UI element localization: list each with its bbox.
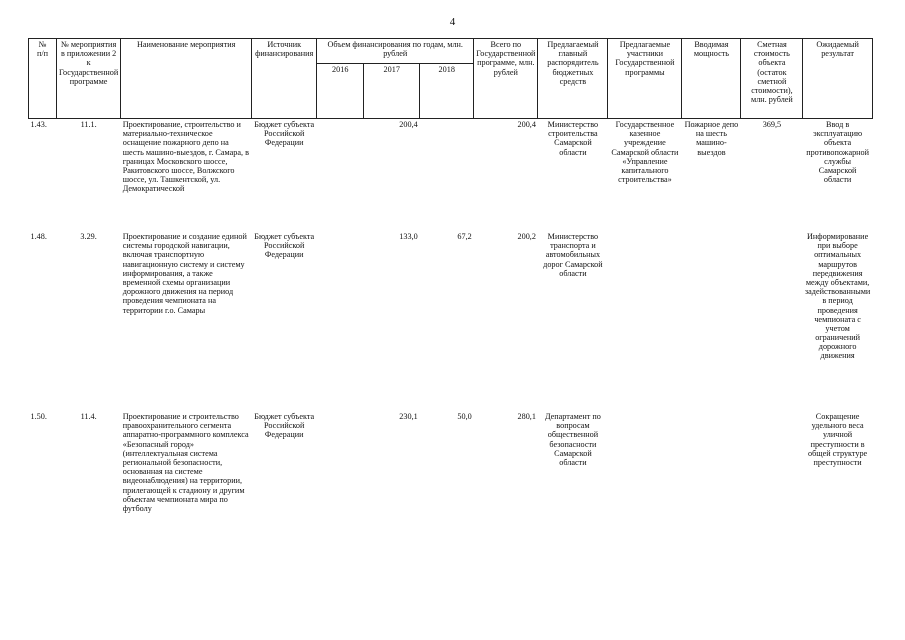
cell-participants <box>608 411 682 573</box>
cell-result: Информирование при выборе оптимальных маршрутов передвижения между объектами, задействованными в период проведения чемпионата с учетом ограничений дорожного движения <box>804 232 871 361</box>
cell-name: Проектирование и строительство правоохранительного сегмента аппаратно-программного комплекса «Безопасный город» (интеллектуальная система региональной безопасности, основанная на системе видеонаблюдения) на территории, прилегающей к стадиону и другим объектам чемпионата мира по футболу <box>122 412 249 513</box>
cell-capacity <box>682 411 741 573</box>
table-body <box>29 119 873 574</box>
header-participants: Предлагаемые участники Государственной программы <box>608 39 682 119</box>
header-capacity: Вводимая мощность <box>682 39 741 119</box>
header-year-2017: 2017 <box>364 64 420 119</box>
header-total: Всего по Государственной программе, млн. рублей <box>474 39 538 119</box>
cell-appendix: 11.4. <box>80 412 97 421</box>
cell-manager: Министерство строительства Самарской области <box>538 119 608 232</box>
cell-appendix: 11.1. <box>57 119 121 232</box>
cell-2016 <box>317 411 364 573</box>
header-year-2016: 2016 <box>317 64 364 119</box>
header-year-2018: 2018 <box>420 64 474 119</box>
cell-source: Бюджет субъекта Российской Федерации <box>252 119 317 232</box>
cell-cost <box>741 231 803 411</box>
cell-manager: Департамент по вопросам общественной безопасности Самарской области <box>544 412 601 467</box>
header-num: № п/п <box>29 39 57 119</box>
cell-2018: 50,0 <box>457 412 472 421</box>
cell-2018: 67,2 <box>457 232 472 241</box>
cell-appendix: 3.29. <box>80 232 97 241</box>
table-row <box>29 119 873 232</box>
cell-source: Бюджет субъекта Российской Федерации <box>254 412 315 440</box>
cell-result: Сокращение удельного веса уличной преступности в общей структуре преступности <box>808 412 868 467</box>
cell-2016 <box>317 119 364 232</box>
header-result: Ожидаемый результат <box>803 39 872 119</box>
cell-cost <box>741 411 803 573</box>
header-source: Источник финансирования <box>252 39 317 119</box>
header-manager: Предлагаемый главный распорядитель бюджетных средств <box>538 39 608 119</box>
cell-total: 280,1 <box>517 412 536 421</box>
table-row <box>29 231 873 411</box>
cell-capacity <box>682 231 741 411</box>
cell-num: 1.43. <box>29 119 57 232</box>
header-cost: Сметная стоимость объекта (остаток сметной стоимости), млн. рублей <box>741 39 803 119</box>
cell-manager: Министерство транспорта и автомобильных дорог Самарской области <box>543 232 603 278</box>
cell-name: Проектирование и создание единой системы городской навигации, включая транспортную навигационную систему и систему информирования, а также временной схемы организации дорожного движения на период проведения чемпионата на территории г.о. Самары <box>122 232 247 315</box>
header-name: Наименование мероприятия <box>121 39 252 119</box>
table-header <box>29 39 873 119</box>
cell-source: Бюджет субъекта Российской Федерации <box>254 232 315 260</box>
table-row <box>29 411 873 573</box>
cell-total: 200,2 <box>517 232 536 241</box>
cell-cost: 369,5 <box>741 119 803 232</box>
cell-2017: 230,1 <box>399 412 418 421</box>
cell-participants <box>608 231 682 411</box>
cell-num: 1.48. <box>30 232 47 241</box>
cell-num: 1.50. <box>30 412 47 421</box>
cell-result: Ввод в эксплуатацию объекта противопожарной службы Самарской области <box>803 119 872 232</box>
cell-name: Проектирование, строительство и материально-техническое оснащение пожарного депо на шесть машино-выездов, г. Самара, в границах Московского шоссе, Ракитовского шоссе, Волжского шоссе, ул. Ташкентской, ул. Демократической <box>121 119 252 232</box>
cell-2018 <box>420 119 474 232</box>
cell-participants: Государственное казенное учреждение Самарской области «Управление капитального строительства» <box>608 119 682 232</box>
funding-table <box>28 38 873 573</box>
cell-capacity: Пожарное депо на шесть машино-выездов <box>682 119 741 232</box>
page-number: 4 <box>449 16 456 28</box>
cell-total: 200,4 <box>474 119 538 232</box>
cell-2017: 133,0 <box>399 232 418 241</box>
cell-2016 <box>317 231 364 411</box>
header-appendix: № мероприятия в приложении 2 к Государственной программе <box>57 39 121 119</box>
header-funding: Объем финансирования по годам, млн. рублей <box>317 39 474 64</box>
cell-2017: 200,4 <box>364 119 420 232</box>
